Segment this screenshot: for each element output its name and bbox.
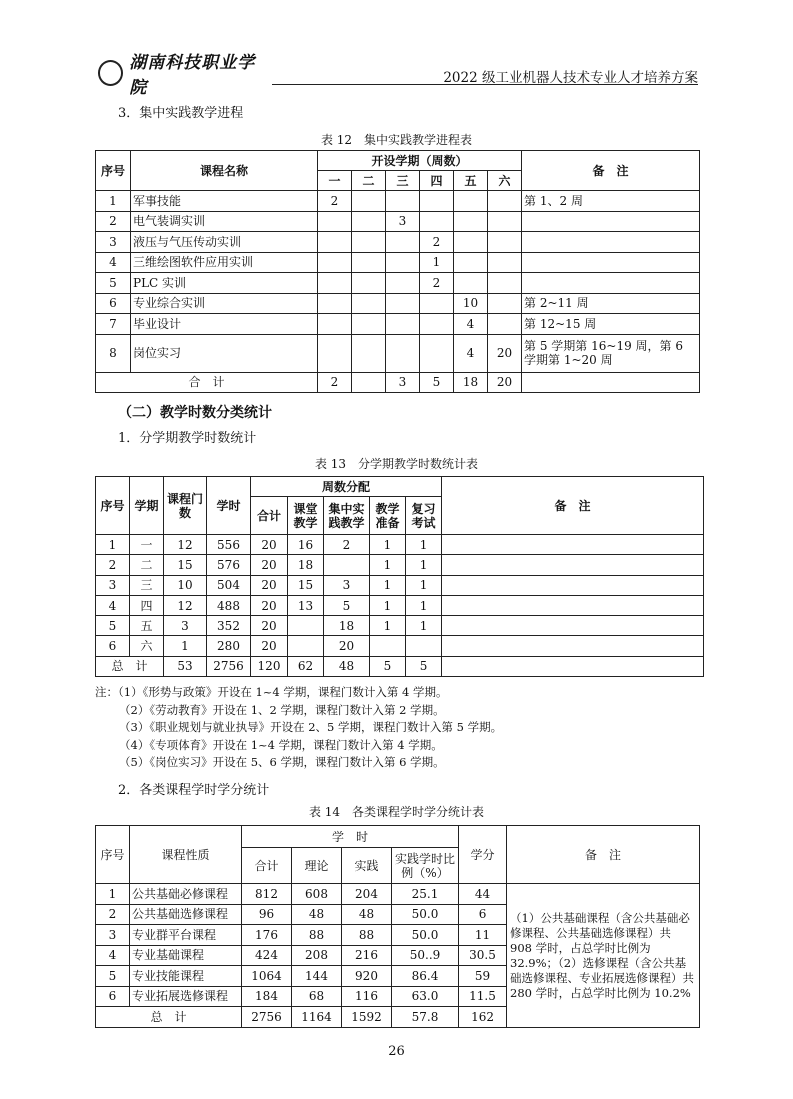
cell-remark [442,636,704,656]
cell-hours: 488 [207,595,251,615]
cell-semester: 五 [130,616,164,636]
cell-semester: 一 [130,535,164,555]
cell-no: 8 [96,334,131,372]
table-row [96,211,700,232]
cell-course-count: 15 [164,555,207,575]
cell-prep-weeks: 5 [370,656,406,676]
cell-remark [442,555,704,575]
cell-weeks [318,252,352,273]
table-row [96,293,700,314]
cell-practice-hours: 116 [342,986,392,1007]
cell-practice-weeks: 5 [324,595,370,615]
cell-practice-ratio: 25.1 [392,884,459,905]
cell-credits: 59 [459,966,507,987]
table-row-total [96,656,704,676]
cell-no: 1 [96,191,131,212]
cell-total-weeks: 3 [386,372,420,392]
cell-no: 4 [96,252,131,273]
table14-caption: 表 14 各类课程学时学分统计表 [308,805,485,819]
col-header-semester-5: 五 [454,171,488,191]
cell-review-weeks: 1 [406,595,442,615]
table13-notes [95,684,502,772]
table12-caption: 表 12 集中实践教学进程表 [320,133,473,147]
cell-practice-ratio: 57.8 [392,1007,459,1028]
cell-theory-hours: 1164 [292,1007,342,1028]
note-line: （5）《岗位实习》开设在 5、6 学期，课程门数计入第 6 学期。 [119,755,445,769]
cell-no: 2 [96,555,130,575]
cell-prep-weeks [370,636,406,656]
cell-weeks [318,273,352,294]
col-header-review-exam: 复习考试 [406,497,442,535]
table13-caption: 表 13 分学期教学时数统计表 [314,457,479,471]
table-row [96,334,700,372]
cell-course-count: 3 [164,616,207,636]
section-heading-practice-schedule: 3．集中实践教学进程 [118,106,244,121]
cell-total-weeks: 20 [251,575,288,595]
cell-weeks [454,232,488,253]
cell-remark [522,232,700,253]
cell-prep-weeks: 1 [370,535,406,555]
col-header-no: 序号 [96,151,131,191]
cell-credits: 11.5 [459,986,507,1007]
cell-practice-ratio: 50.0 [392,925,459,946]
cell-hours: 352 [207,616,251,636]
section-heading-hour-statistics: （二）教学时数分类统计 [118,405,272,421]
col-header-credits: 学分 [459,826,507,884]
cell-weeks: 3 [386,211,420,232]
note-line: 注：（1）《形势与政策》开设在 1~4 学期，课程门数计入第 4 学期。 [95,685,448,699]
col-header-semester-1: 一 [318,171,352,191]
cell-weeks [318,314,352,335]
cell-total-hours: 184 [242,986,292,1007]
cell-weeks [454,211,488,232]
col-header-remark: 备 注 [522,151,700,191]
table-row [96,884,700,905]
cell-weeks [488,211,522,232]
table-row [96,232,700,253]
cell-weeks [352,314,386,335]
cell-weeks [386,314,420,335]
cell-total-weeks: 120 [251,656,288,676]
cell-weeks [454,252,488,273]
cell-remark-summary: （1）公共基础课程（含公共基础必修课程、公共基础选修课程）共 908 学时，占总学时比例为 32.9%；（2）选修课程（含公共基础选修课程、专业拓展选修课程）共 280 学时，占总学时比例为 10.2% [507,884,700,1028]
cell-weeks: 2 [420,232,454,253]
cell-practice-weeks: 48 [324,656,370,676]
cell-class-weeks: 62 [288,656,324,676]
table13-semester-hours [95,476,704,677]
cell-practice-weeks: 18 [324,616,370,636]
cell-weeks [352,191,386,212]
cell-hours: 280 [207,636,251,656]
table-row [96,555,704,575]
cell-theory-hours: 68 [292,986,342,1007]
col-header-semester-weeks: 开设学期（周数） [318,151,522,171]
col-header-semester-6: 六 [488,171,522,191]
col-header-course-name: 课程名称 [131,151,318,191]
cell-weeks [488,314,522,335]
col-header-teaching-prep: 教学准备 [370,497,406,535]
cell-total-hours: 2756 [242,1007,292,1028]
cell-practice-hours: 1592 [342,1007,392,1028]
cell-class-weeks: 18 [288,555,324,575]
cell-weeks [386,273,420,294]
cell-total-label: 合 计 [96,372,318,392]
cell-prep-weeks: 1 [370,595,406,615]
cell-course-name: 电气装调实训 [131,211,318,232]
cell-practice-ratio: 50.0 [392,904,459,925]
cell-review-weeks: 1 [406,535,442,555]
cell-class-weeks: 16 [288,535,324,555]
cell-no: 3 [96,925,130,946]
cell-class-weeks: 15 [288,575,324,595]
col-header-class-teaching: 课堂教学 [288,497,324,535]
col-header-remark: 备 注 [442,477,704,535]
col-header-semester-4: 四 [420,171,454,191]
cell-credits: 6 [459,904,507,925]
table-row-total [96,372,700,392]
cell-prep-weeks: 1 [370,575,406,595]
cell-weeks [352,293,386,314]
cell-no: 4 [96,595,130,615]
cell-course-name: 军事技能 [131,191,318,212]
cell-no: 5 [96,273,131,294]
cell-remark [442,616,704,636]
cell-no: 5 [96,966,130,987]
cell-credits: 30.5 [459,945,507,966]
cell-total-hours: 176 [242,925,292,946]
cell-practice-hours: 216 [342,945,392,966]
cell-remark [442,595,704,615]
cell-theory-hours: 208 [292,945,342,966]
cell-weeks [488,273,522,294]
logo-text: 湖南科技职业学院 [129,53,256,98]
cell-practice-hours: 920 [342,966,392,987]
cell-practice-hours: 48 [342,904,392,925]
cell-remark [522,211,700,232]
header-divider [272,84,698,85]
cell-total-label: 总 计 [96,1007,242,1028]
cell-course-count: 53 [164,656,207,676]
cell-remark [522,273,700,294]
cell-semester: 六 [130,636,164,656]
cell-weeks [318,232,352,253]
col-header-semester-2: 二 [352,171,386,191]
cell-weeks [420,314,454,335]
cell-credits: 11 [459,925,507,946]
cell-weeks [488,252,522,273]
col-header-total-hours: 合计 [242,848,292,884]
cell-total-weeks: 20 [251,616,288,636]
table-row [96,575,704,595]
cell-no: 7 [96,314,131,335]
cell-weeks [352,211,386,232]
col-header-course-count: 课程门数 [164,477,207,535]
cell-total-hours: 96 [242,904,292,925]
cell-remark [522,372,700,392]
cell-weeks [420,211,454,232]
cell-practice-ratio: 63.0 [392,986,459,1007]
cell-practice-weeks: 20 [324,636,370,656]
cell-course-name: 专业综合实训 [131,293,318,314]
cell-prep-weeks: 1 [370,616,406,636]
cell-weeks [352,232,386,253]
col-header-practice-hours: 实践 [342,848,392,884]
table-row [96,314,700,335]
col-header-theory-hours: 理论 [292,848,342,884]
col-header-course-type: 课程性质 [130,826,242,884]
cell-no: 6 [96,636,130,656]
cell-prep-weeks: 1 [370,555,406,575]
cell-course-name: 岗位实习 [131,334,318,372]
col-header-week-distribution: 周数分配 [251,477,442,497]
cell-class-weeks: 13 [288,595,324,615]
cell-remark [442,656,704,676]
cell-no: 2 [96,211,131,232]
cell-weeks: 10 [454,293,488,314]
cell-no: 6 [96,986,130,1007]
cell-weeks: 1 [420,252,454,273]
cell-course-type: 公共基础必修课程 [130,884,242,905]
cell-practice-ratio: 86.4 [392,966,459,987]
cell-weeks [386,252,420,273]
cell-weeks [488,232,522,253]
col-header-hours: 学时 [207,477,251,535]
cell-practice-hours: 88 [342,925,392,946]
subsection-heading-semester-hours: 1．分学期教学时数统计 [118,431,257,446]
cell-review-weeks: 1 [406,555,442,575]
cell-practice-weeks: 3 [324,575,370,595]
cell-weeks [352,252,386,273]
table-row [96,636,704,656]
cell-course-type: 专业拓展选修课程 [130,986,242,1007]
document-header-title: 2022 级工业机器人技术专业人才培养方案 [443,70,698,86]
note-line: （2）《劳动教育》开设在 1、2 学期，课程门数计入第 2 学期。 [119,702,445,717]
cell-weeks [386,232,420,253]
cell-credits: 44 [459,884,507,905]
cell-semester: 三 [130,575,164,595]
cell-course-type: 专业群平台课程 [130,925,242,946]
cell-no: 4 [96,945,130,966]
cell-review-weeks: 1 [406,575,442,595]
col-header-hours: 学 时 [242,826,459,848]
table-row [96,191,700,212]
cell-total-hours: 1064 [242,966,292,987]
cell-remark [442,575,704,595]
table-row [96,616,704,636]
col-header-total-weeks: 合计 [251,497,288,535]
cell-weeks [352,334,386,372]
cell-remark: 第 5 学期第 16~19 周，第 6 学期第 1~20 周 [522,334,700,372]
cell-hours: 2756 [207,656,251,676]
cell-weeks [488,293,522,314]
cell-no: 3 [96,232,131,253]
cell-class-weeks [288,636,324,656]
cell-weeks [420,191,454,212]
cell-weeks [386,191,420,212]
cell-semester: 四 [130,595,164,615]
cell-practice-ratio: 50..9 [392,945,459,966]
col-header-practice-ratio: 实践学时比例（%） [392,848,459,884]
cell-no: 1 [96,884,130,905]
cell-course-count: 1 [164,636,207,656]
cell-total-hours: 812 [242,884,292,905]
cell-no: 3 [96,575,130,595]
cell-course-type: 专业基础课程 [130,945,242,966]
note-line: （4）《专项体育》开设在 1~4 学期，课程门数计入第 4 学期。 [119,737,443,752]
cell-total-weeks [352,372,386,392]
cell-weeks [488,191,522,212]
cell-weeks [386,334,420,372]
cell-total-label: 总 计 [96,656,164,676]
cell-weeks: 2 [318,191,352,212]
cell-weeks [454,273,488,294]
cell-no: 2 [96,904,130,925]
cell-course-count: 10 [164,575,207,595]
cell-theory-hours: 88 [292,925,342,946]
table-row [96,595,704,615]
cell-total-weeks: 20 [251,535,288,555]
cell-weeks [420,334,454,372]
col-header-no: 序号 [96,477,130,535]
cell-course-name: 毕业设计 [131,314,318,335]
cell-weeks [318,334,352,372]
cell-weeks [318,293,352,314]
cell-total-weeks: 20 [251,555,288,575]
cell-course-name: PLC 实训 [131,273,318,294]
cell-no: 6 [96,293,131,314]
col-header-no: 序号 [96,826,130,884]
cell-course-type: 专业技能课程 [130,966,242,987]
cell-total-weeks: 20 [251,595,288,615]
subsection-heading-course-credits: 2．各类课程学时学分统计 [118,783,270,798]
cell-hours: 556 [207,535,251,555]
cell-weeks: 2 [420,273,454,294]
col-header-semester-3: 三 [386,171,420,191]
school-logo [98,53,268,98]
cell-practice-weeks [324,555,370,575]
cell-credits: 162 [459,1007,507,1028]
cell-weeks [352,273,386,294]
cell-course-name: 液压与气压传动实训 [131,232,318,253]
cell-total-weeks: 20 [488,372,522,392]
table12-practice-schedule [95,150,700,393]
cell-no: 1 [96,535,130,555]
cell-semester: 二 [130,555,164,575]
cell-remark: 第 12~15 周 [522,314,700,335]
cell-course-type: 公共基础选修课程 [130,904,242,925]
cell-weeks [454,191,488,212]
col-header-semester: 学期 [130,477,164,535]
cell-remark: 第 1、2 周 [522,191,700,212]
cell-review-weeks: 5 [406,656,442,676]
cell-practice-weeks: 2 [324,535,370,555]
cell-remark [522,252,700,273]
cell-hours: 504 [207,575,251,595]
page-number: 26 [388,1044,405,1059]
col-header-practice-teaching: 集中实践教学 [324,497,370,535]
cell-remark: 第 2~11 周 [522,293,700,314]
cell-weeks [386,293,420,314]
cell-course-count: 12 [164,535,207,555]
cell-theory-hours: 48 [292,904,342,925]
cell-total-hours: 424 [242,945,292,966]
cell-remark [442,535,704,555]
cell-total-weeks: 20 [251,636,288,656]
col-header-remark: 备 注 [507,826,700,884]
cell-weeks [420,293,454,314]
cell-theory-hours: 144 [292,966,342,987]
cell-review-weeks: 1 [406,616,442,636]
logo-seal-icon [98,60,123,86]
table-row [96,273,700,294]
cell-total-weeks: 18 [454,372,488,392]
cell-review-weeks [406,636,442,656]
table-row [96,252,700,273]
cell-course-name: 三维绘图软件应用实训 [131,252,318,273]
cell-class-weeks [288,616,324,636]
cell-weeks: 4 [454,334,488,372]
table-row [96,535,704,555]
cell-practice-hours: 204 [342,884,392,905]
cell-no: 5 [96,616,130,636]
cell-theory-hours: 608 [292,884,342,905]
cell-total-weeks: 2 [318,372,352,392]
table14-course-hours-credits [95,825,700,1028]
cell-weeks: 20 [488,334,522,372]
cell-hours: 576 [207,555,251,575]
cell-total-weeks: 5 [420,372,454,392]
cell-weeks: 4 [454,314,488,335]
note-line: （3）《职业规划与就业执导》开设在 2、5 学期，课程门数计入第 5 学期。 [119,720,503,734]
cell-course-count: 12 [164,595,207,615]
cell-weeks [318,211,352,232]
